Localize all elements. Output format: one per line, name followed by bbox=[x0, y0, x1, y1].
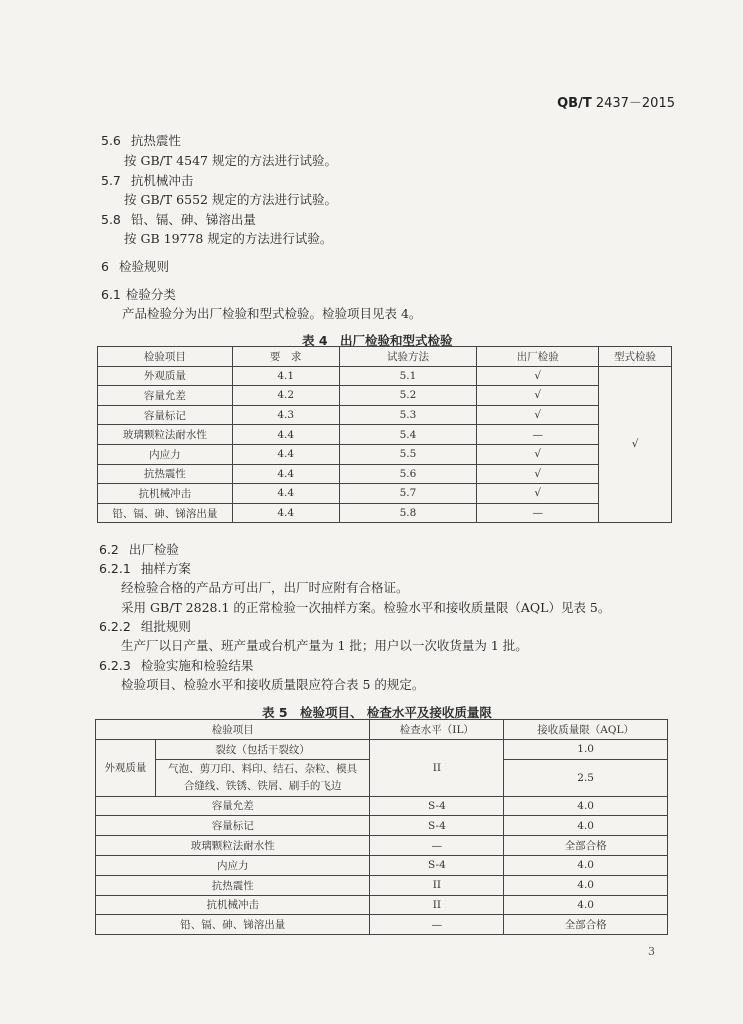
table-cell: √ bbox=[477, 386, 599, 406]
table-row bbox=[98, 425, 672, 445]
table-cell: 容量允差 bbox=[96, 796, 370, 816]
table5-header: 检查水平（IL） bbox=[370, 720, 504, 740]
text-6-2-1-a: 经检验合格的产品方可出厂，出厂时应附有合格证。 bbox=[121, 580, 409, 595]
table-cell: S-4 bbox=[370, 855, 504, 875]
appearance-label-cell: 外观质量 bbox=[96, 739, 156, 796]
table-cell: II bbox=[370, 875, 504, 895]
table-row bbox=[98, 386, 672, 406]
table-cell: 容量标记 bbox=[96, 816, 370, 836]
table-cell: 玻璃颗粒法耐水性 bbox=[96, 836, 370, 856]
text-5-6: 按 GB/T 4547 规定的方法进行试验。 bbox=[124, 153, 337, 168]
table-row bbox=[98, 464, 672, 484]
table-cell: 容量标记 bbox=[98, 405, 233, 425]
text-6-2-2: 生产厂以日产量、班产量或台机产量为 1 批；用户以一次收货量为 1 批。 bbox=[121, 638, 528, 653]
table-row bbox=[96, 816, 668, 836]
heading-6-2-1: 6.2.1 抽样方案 bbox=[99, 561, 191, 576]
page-number: 3 bbox=[648, 945, 655, 958]
table-cell: 铅、镉、砷、锑溶出量 bbox=[96, 915, 370, 935]
table4-header: 出厂检验 bbox=[477, 347, 599, 367]
table-cell: 全部合格 bbox=[504, 836, 668, 856]
table-row bbox=[98, 366, 672, 386]
table4-header-row bbox=[98, 347, 672, 367]
table-cell: — bbox=[477, 425, 599, 445]
table4-title: 表 4 出厂检验和型式检验 bbox=[302, 333, 453, 348]
table-cell: 裂纹（包括干裂纹） bbox=[155, 739, 370, 759]
table-row bbox=[96, 796, 668, 816]
defects-line-2: 合缝线、铁锈、铁屑、刷手的飞边 bbox=[183, 779, 342, 792]
table-cell: 抗热震性 bbox=[96, 875, 370, 895]
document-code bbox=[557, 92, 675, 111]
table-cell: 玻璃颗粒法耐水性 bbox=[98, 425, 233, 445]
defects-line-1: 气泡、剪刀印、料印、结石、杂粒、模具 bbox=[168, 762, 358, 775]
table-cell: √ bbox=[477, 484, 599, 504]
table-cell: — bbox=[370, 836, 504, 856]
appearance-il-cell: II bbox=[370, 739, 504, 796]
table-cell: 4.0 bbox=[504, 796, 668, 816]
table-cell: 5.1 bbox=[339, 366, 477, 386]
table-cell: 4.3 bbox=[232, 405, 339, 425]
table-cell: — bbox=[477, 503, 599, 523]
table-cell: √ bbox=[477, 405, 599, 425]
code-number: 2437－2015 bbox=[595, 96, 675, 111]
table5-header-row bbox=[96, 720, 668, 740]
table-cell: 全部合格 bbox=[504, 915, 668, 935]
table4-header: 试验方法 bbox=[339, 347, 477, 367]
table-row bbox=[96, 895, 668, 915]
code-prefix: QB/T bbox=[557, 96, 592, 111]
table-cell: 内应力 bbox=[98, 444, 233, 464]
type-check-cell: √ bbox=[599, 366, 672, 523]
heading-6: 6 检验规则 bbox=[101, 259, 169, 274]
table-cell: √ bbox=[477, 444, 599, 464]
table-cell: S-4 bbox=[370, 816, 504, 836]
text-6-2-3: 检验项目、检验水平和接收质量限应符合表 5 的规定。 bbox=[121, 677, 425, 692]
table-cell: 内应力 bbox=[96, 855, 370, 875]
heading-5-8: 5.8 铅、镉、砷、锑溶出量 bbox=[101, 212, 256, 227]
table-cell: 5.2 bbox=[339, 386, 477, 406]
table-cell: 4.4 bbox=[232, 484, 339, 504]
table4-header: 检验项目 bbox=[98, 347, 233, 367]
table-cell: 5.5 bbox=[339, 444, 477, 464]
table5-header: 检验项目 bbox=[96, 720, 370, 740]
text-6-2-1-b: 采用 GB/T 2828.1 的正常检验一次抽样方案。检验水平和接收质量限（AQL）见表 5。 bbox=[121, 600, 611, 615]
table-cell: 4.0 bbox=[504, 875, 668, 895]
table4-header: 要 求 bbox=[232, 347, 339, 367]
table4 bbox=[97, 346, 672, 523]
heading-6-1: 6.1 检验分类 bbox=[101, 287, 176, 302]
heading-5-6: 5.6 抗热震性 bbox=[101, 133, 181, 148]
table-cell: 5.7 bbox=[339, 484, 477, 504]
table-row bbox=[96, 836, 668, 856]
table-cell: 5.3 bbox=[339, 405, 477, 425]
table-cell: II bbox=[370, 895, 504, 915]
table-cell: √ bbox=[477, 366, 599, 386]
table-cell: 4.4 bbox=[232, 444, 339, 464]
table-cell: 5.4 bbox=[339, 425, 477, 445]
table-row bbox=[98, 444, 672, 464]
table-cell: 1.0 bbox=[504, 739, 668, 759]
table-row bbox=[98, 484, 672, 504]
heading-5-7: 5.7 抗机械冲击 bbox=[101, 173, 194, 188]
table-cell bbox=[155, 759, 370, 796]
table5-title: 表 5 检验项目、 检查水平及接收质量限 bbox=[262, 705, 492, 720]
text-5-7: 按 GB/T 6552 规定的方法进行试验。 bbox=[124, 192, 337, 207]
table-cell: S-4 bbox=[370, 796, 504, 816]
table-cell: 抗机械冲击 bbox=[98, 484, 233, 504]
table-cell: 2.5 bbox=[504, 759, 668, 796]
table-cell: 4.0 bbox=[504, 816, 668, 836]
table-cell: 4.4 bbox=[232, 503, 339, 523]
table-cell: 铅、镉、砷、锑溶出量 bbox=[98, 503, 233, 523]
table-row bbox=[96, 915, 668, 935]
table-cell: 4.1 bbox=[232, 366, 339, 386]
table5 bbox=[95, 719, 668, 935]
table-row bbox=[96, 739, 668, 759]
table-row bbox=[96, 875, 668, 895]
table-cell: 4.4 bbox=[232, 425, 339, 445]
table-cell: √ bbox=[477, 464, 599, 484]
heading-6-2-3: 6.2.3 检验实施和检验结果 bbox=[99, 658, 254, 673]
table5-header: 接收质量限（AQL） bbox=[504, 720, 668, 740]
table-cell: 容量允差 bbox=[98, 386, 233, 406]
table-cell: 4.4 bbox=[232, 464, 339, 484]
table-cell: 5.8 bbox=[339, 503, 477, 523]
table-cell: 4.0 bbox=[504, 895, 668, 915]
text-5-8: 按 GB 19778 规定的方法进行试验。 bbox=[124, 231, 333, 246]
table-cell: — bbox=[370, 915, 504, 935]
table-row bbox=[98, 405, 672, 425]
table-cell: 5.6 bbox=[339, 464, 477, 484]
table-row bbox=[98, 503, 672, 523]
heading-6-2: 6.2 出厂检验 bbox=[99, 542, 179, 557]
text-6-1: 产品检验分为出厂检验和型式检验。检验项目见表 4。 bbox=[122, 306, 422, 321]
table-row bbox=[96, 855, 668, 875]
table4-header: 型式检验 bbox=[599, 347, 672, 367]
table-cell: 外观质量 bbox=[98, 366, 233, 386]
table-cell: 抗热震性 bbox=[98, 464, 233, 484]
table-cell: 4.0 bbox=[504, 855, 668, 875]
table-cell: 4.2 bbox=[232, 386, 339, 406]
heading-6-2-2: 6.2.2 组批规则 bbox=[99, 619, 191, 634]
table-cell: 抗机械冲击 bbox=[96, 895, 370, 915]
